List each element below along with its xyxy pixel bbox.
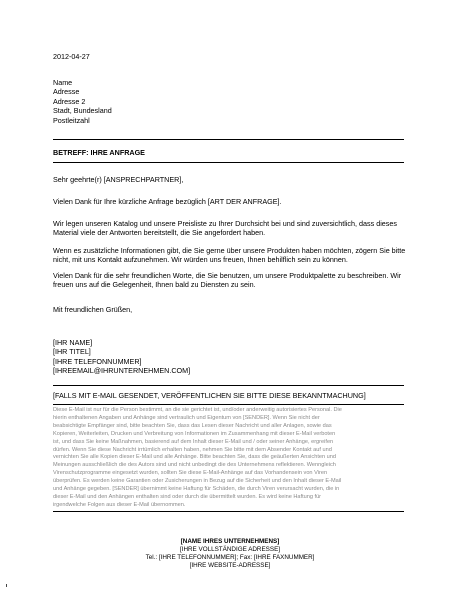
letter-date: 2012-04-27 (53, 52, 90, 61)
footer-company-name: [NAME IHRES UNTERNEHMENS] (180, 538, 280, 545)
footer-address: [IHRE VOLLSTÄNDIGE ADRESSE] (179, 546, 281, 553)
recipient-name: Name (53, 78, 73, 87)
body-paragraph-2: Wir legen unseren Katalog und unsere Preisliste zu Ihrer Durchsicht bei und sind zuversichtlich, dass dieses Material viele der Antworten bereitstellt, die Sie angefordert haben. (53, 219, 397, 238)
recipient-address-1: Adresse (53, 87, 80, 97)
disclaimer-top-rule (53, 385, 404, 386)
salutation: Sehr geehrte(r) [ANSPRECHPARTNER], (53, 175, 184, 184)
disclaimer-heading-rule (53, 404, 404, 405)
recipient-address-2: Adresse 2 (53, 96, 86, 106)
disclaimer-body: Diese E-Mail ist nur für die Person bestimmt, an die sie gerichtet ist, und/oder anderweitig autorisiertes Personal. Die hierin enthaltenen Angaben und Anhänge sind vertraulich und Eigentum von [SENDER]. Wenn Sie nicht der beabsichtigte Empfänger sind, bitte beachten Sie, dass das Lesen dieser Nachricht und aller Anlagen, sowie das Kopieren, Weiterleiten, Drucken und Verbreitung von Informationen im Zusammenhang mit dieser E-Mail verboten ist, und dass Sie keine Maßnahmen, basierend auf dem Inhalt dieser E-Mail und / oder seiner Anhänge, ergreifen dürfen. Wenn Sie diese Nachricht irrtümlich erhalten haben, nehmen Sie bitte mit dem Absender Kontakt auf und vernichten Sie alle Kopien dieser E-Mail und alle Anhänge. Bitte beachten Sie, dass die geäußerten Ansichten und Meinungen ausschließlich die des Autors sind und nicht unbedingt die des Unternehmens reflektieren. Wenngleich Virenschutzprogramme eingesetzt wurden, sollten Sie diese E-Mail-Anhänge auf das Vorhandensein von Viren überprüfen. Es werden keine Garantien oder Zusicherungen in Bezug auf die Sicherheit und den Inhalt dieser E-Mail und Anhänge gegeben. [SENDER] übernimmt keine Haftung für Schäden, die durch Viren verursacht wurden, die in dieser E-Mail und den Anhängen enthalten sind oder durch die übermittelt wurden. Es wird keine Haftung für irgendwelche Folgen aus dieser E-Mail übernommen. (53, 407, 342, 508)
body-paragraph-3: Wenn es zusätzliche Informationen gibt, die Sie gerne über unsere Produkten haben möchten, zögern Sie bitte nicht, mit uns Kontakt aufzunehmen. Wir würden uns freuen, Ihnen behilflich sein zu können. (53, 246, 406, 265)
signature-email: [IHREEMAIL@IHRUNTERNEHMEN.COM] (53, 366, 191, 376)
footer-website: [IHRE WEBSITE-ADRESSE] (189, 562, 271, 569)
page-edge-mark (6, 584, 7, 587)
footer-rule (53, 511, 404, 512)
subject-line: BETREFF: IHRE ANFRAGE (53, 148, 145, 157)
recipient-city-state: Stadt, Bundesland (53, 106, 112, 116)
signature-name: [IHR NAME] (53, 338, 93, 347)
signature-title: [IHR TITEL] (53, 347, 91, 357)
closing: Mit freundlichen Grüßen, (53, 305, 133, 314)
recipient-block (53, 78, 112, 125)
recipient-postal-code: Postleitzahl (53, 115, 90, 125)
footer-contact: Tel.: [IHRE TELEFONNUMMER]; Fax: [IHRE FAXNUMMER] (145, 554, 315, 561)
disclaimer-heading: [FALLS MIT E-MAIL GESENDET, VERÖFFENTLICHEN SIE BITTE DIESE BEKANNTMACHUNG] (53, 391, 366, 400)
body-paragraph-4: Vielen Dank für die sehr freundlichen Worte, die Sie benutzen, um unsere Produktpalette zu beschreiben. Wir freuen uns auf die Gelegenheit, Ihnen bald zu Diensten zu sein. (53, 271, 402, 290)
body-paragraph-1: Vielen Dank für Ihre kürzliche Anfrage bezüglich [ART DER ANFRAGE]. (53, 197, 282, 206)
signature-block (53, 338, 190, 376)
subject-bottom-rule (53, 162, 404, 163)
subject-top-rule (53, 139, 404, 140)
signature-phone: [IHRE TELEFONNUMMER] (53, 356, 142, 366)
